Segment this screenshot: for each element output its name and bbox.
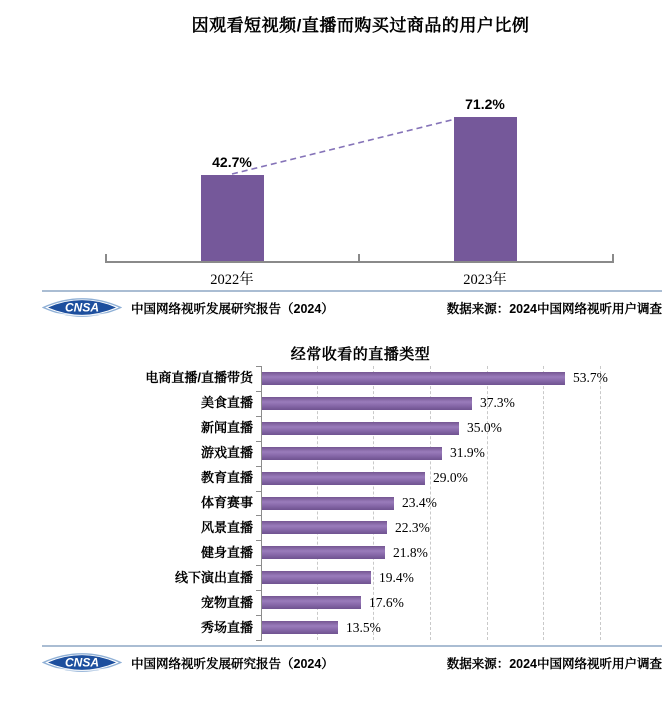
- category-label: 秀场直播: [200, 619, 253, 635]
- bar-value-label: 31.9%: [450, 445, 485, 461]
- chart-bar: [261, 372, 565, 385]
- livestream-chart-title: 经常收看的直播类型: [290, 346, 431, 363]
- category-label: 2022年: [210, 272, 254, 288]
- chart-bar: [261, 497, 394, 510]
- purchase-chart-title: 因观看短视频/直播而购买过商品的用户比例: [191, 16, 530, 35]
- axis-tick: [256, 491, 261, 492]
- axis-tick: [358, 254, 360, 261]
- category-label: 2023年: [463, 272, 507, 288]
- chart-bar: [261, 397, 472, 410]
- bar-value-label: 35.0%: [467, 420, 502, 436]
- footer-2: [42, 645, 662, 674]
- chart-bar: [261, 521, 387, 534]
- livestream-chart-plot: [261, 366, 608, 640]
- axis-tick: [256, 640, 261, 641]
- chart-bar: [261, 546, 385, 559]
- category-label: 新闻直播: [200, 420, 253, 436]
- chart-bar: [201, 175, 264, 262]
- purchase-chart-plot: [105, 96, 613, 288]
- cnsa-logo: [42, 296, 122, 319]
- chart-bar: [261, 596, 361, 609]
- gridline: [543, 366, 544, 640]
- chart-bar: [261, 571, 371, 584]
- category-label: 游戏直播: [200, 445, 253, 461]
- bar-value-label: 53.7%: [573, 370, 608, 386]
- footer-separator: [42, 645, 662, 647]
- category-label: 宠物直播: [200, 594, 253, 610]
- footer-report-text: 中国网络视听发展研究报告（2024）: [131, 301, 334, 316]
- bar-value-label: 19.4%: [379, 569, 414, 585]
- axis-tick: [256, 615, 261, 616]
- bar-value-label: 42.7%: [212, 154, 252, 170]
- axis-tick: [256, 416, 261, 417]
- livestream-chart-y-axis: [261, 366, 262, 641]
- chart-bar: [261, 621, 338, 634]
- bar-value-label: 37.3%: [480, 395, 515, 411]
- bar-value-label: 13.5%: [346, 619, 381, 635]
- chart-bar: [261, 447, 442, 460]
- category-label: 电商直播/直播带货: [145, 370, 253, 386]
- category-label: 风景直播: [200, 519, 253, 535]
- category-label: 教育直播: [200, 470, 253, 486]
- footer-separator: [42, 290, 662, 292]
- axis-tick: [256, 466, 261, 467]
- chart-bar: [261, 472, 425, 485]
- axis-tick: [256, 441, 261, 442]
- axis-tick: [256, 366, 261, 367]
- chart-bar: [454, 117, 517, 262]
- axis-tick: [256, 540, 261, 541]
- cnsa-logo-text: CNSA: [64, 655, 100, 670]
- bar-value-label: 21.8%: [393, 544, 428, 560]
- category-label: 线下演出直播: [174, 569, 253, 585]
- footer-source-text: 数据来源：2024中国网络视听用户调查: [446, 656, 662, 671]
- axis-tick: [256, 391, 261, 392]
- axis-tick: [256, 590, 261, 591]
- bar-value-label: 17.6%: [369, 594, 404, 610]
- cnsa-logo: [42, 651, 122, 674]
- bar-value-label: 23.4%: [402, 495, 437, 510]
- bar-value-label: 71.2%: [465, 96, 505, 112]
- cnsa-logo-text: CNSA: [64, 300, 100, 315]
- axis-tick: [105, 254, 107, 261]
- purchase-chart-x-axis: [105, 261, 614, 263]
- category-label: 健身直播: [200, 544, 253, 560]
- bar-value-label: 29.0%: [433, 470, 468, 486]
- footer-1: [42, 290, 662, 319]
- footer-report-text: 中国网络视听发展研究报告（2024）: [131, 656, 334, 671]
- category-label: 体育赛事: [200, 495, 253, 510]
- trend-connector-line: [105, 99, 613, 262]
- chart-bar: [261, 422, 459, 435]
- gridline: [600, 366, 601, 640]
- axis-tick: [612, 254, 614, 261]
- footer-source-text: 数据来源：2024中国网络视听用户调查: [446, 301, 662, 316]
- axis-tick: [256, 565, 261, 566]
- bar-value-label: 22.3%: [395, 519, 430, 535]
- axis-tick: [256, 515, 261, 516]
- category-label: 美食直播: [200, 395, 253, 411]
